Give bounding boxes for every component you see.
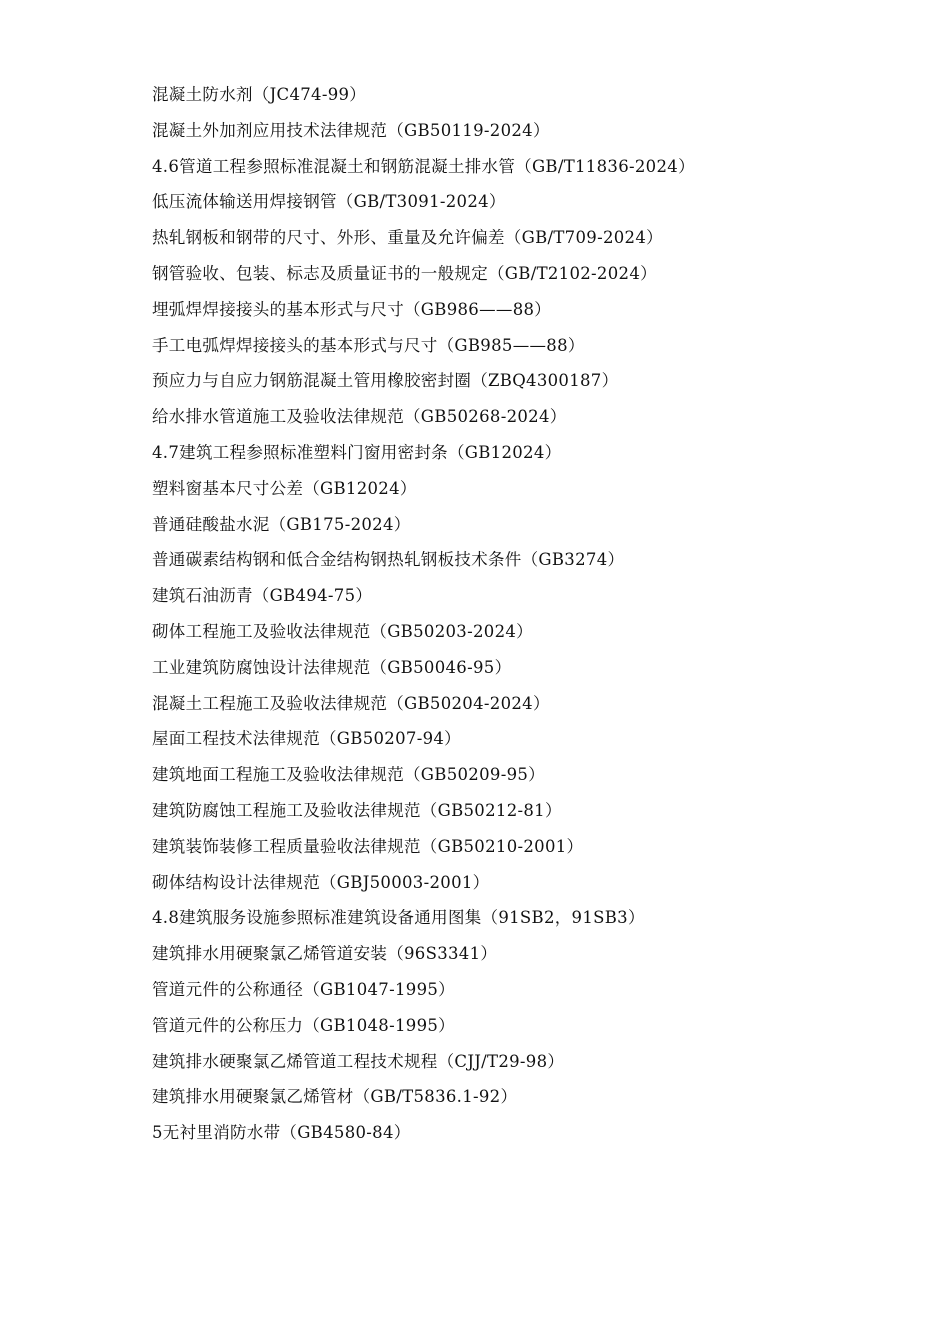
list-item: 给水排水管道施工及验收法律规范（GB50268-2024） [152,407,567,427]
list-item: 混凝土防水剂（JC474-99） [152,85,367,104]
list-item: 建筑地面工程施工及验收法律规范（GB50209-95） [152,765,545,785]
list-item: 手工电弧焊焊接接头的基本形式与尺寸（GB985——88） [152,335,585,355]
list-item: 4.6管道工程参照标准混凝土和钢筋混凝土排水管（GB/T11836-2024） [152,156,695,176]
list-item: 管道元件的公称压力（GB1048-1995） [152,1015,455,1035]
list-item: 塑料窗基本尺寸公差（GB12024） [152,478,417,498]
list-item: 建筑石油沥青（GB494-75） [152,586,373,606]
list-item: 钢管验收、包装、标志及质量证书的一般规定（GB/T2102-2024） [152,263,657,283]
list-item: 屋面工程技术法律规范（GB50207-94） [152,729,461,749]
list-item: 预应力与自应力钢筋混凝土管用橡胶密封圈（ZBQ4300187） [152,371,619,391]
list-item: 工业建筑防腐蚀设计法律规范（GB50046-95） [152,657,512,677]
list-item: 普通碳素结构钢和低合金结构钢热轧钢板技术条件（GB3274） [152,550,625,570]
list-item: 低压流体输送用焊接钢管（GB/T3091-2024） [152,192,506,212]
list-item: 管道元件的公称通径（GB1047-1995） [152,979,455,999]
list-item: 5无衬里消防水带（GB4580-84） [152,1123,411,1143]
list-item: 混凝土外加剂应用技术法律规范（GB50119-2024） [152,120,550,140]
list-item: 建筑排水用硬聚氯乙烯管道安装（96S3341） [152,944,498,964]
list-item: 普通硅酸盐水泥（GB175-2024） [152,514,411,534]
list-item: 建筑排水用硬聚氯乙烯管材（GB/T5836.1-92） [152,1087,518,1107]
list-item: 建筑防腐蚀工程施工及验收法律规范（GB50212-81） [152,800,562,820]
list-item: 混凝土工程施工及验收法律规范（GB50204-2024） [152,693,550,713]
list-item: 建筑装饰装修工程质量验收法律规范（GB50210-2001） [152,836,584,856]
list-item: 建筑排水硬聚氯乙烯管道工程技术规程（CJJ/T29-98） [152,1051,565,1071]
list-item: 4.7建筑工程参照标准塑料门窗用密封条（GB12024） [152,442,562,462]
list-item: 热轧钢板和钢带的尺寸、外形、重量及允许偏差（GB/T709-2024） [152,228,663,248]
list-item: 埋弧焊焊接接头的基本形式与尺寸（GB986——88） [152,299,552,319]
list-item: 4.8建筑服务设施参照标准建筑设备通用图集（91SB2，91SB3） [152,908,645,928]
list-item: 砌体结构设计法律规范（GBJ50003-2001） [152,872,490,892]
list-item: 砌体工程施工及验收法律规范（GB50203-2024） [152,621,533,641]
standards-list [152,82,912,1156]
